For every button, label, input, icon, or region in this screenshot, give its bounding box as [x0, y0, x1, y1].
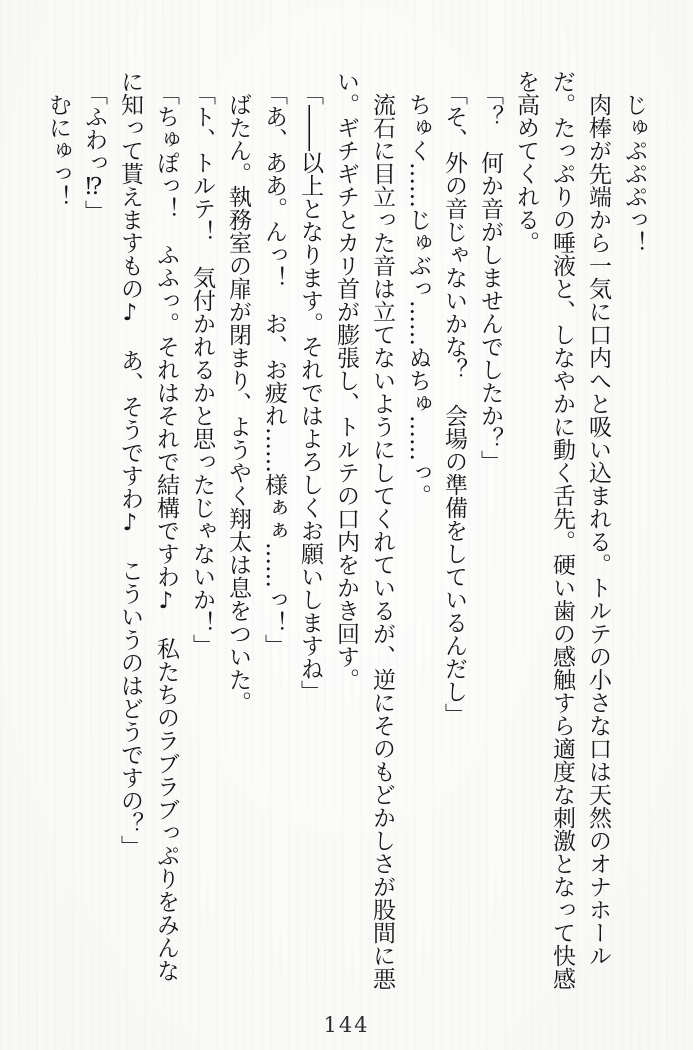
paragraph-narration-3: ばたん。執務室の扉が閉まり、ようやく翔太は息をついた。 — [225, 93, 251, 714]
paragraph-dialogue-7: 「ふわっ⁉」 — [81, 82, 107, 223]
paragraph-narration-1: 肉棒が先端から一気に口内へと吸い込まれる。トルテの小さな口は天然のオナホールだ。たっぷりの唾液と、しなやかに動く舌先。硬い歯の感触すら適度な刺激となって快感を高めてくれる。 — [513, 70, 611, 990]
paragraph-dialogue-5: 「ト、トルテ！ 気付かれるかと思ったじゃないか！」 — [189, 82, 215, 657]
paragraph-sfx-3: むにゅっ！ — [45, 93, 71, 208]
paragraph-sfx-1: じゅぷぷぷっ！ — [621, 93, 647, 254]
paragraph-dialogue-3: 「――以上となります。それではよろしくお願いしますね」 — [297, 82, 323, 703]
paragraph-dialogue-2: 「そ、外の音じゃないかな？ 会場の準備をしているんだし」 — [441, 82, 467, 726]
paragraph-narration-2: 流石に目立った音は立てないようにしてくれているが、逆にそのもどかしさが股間に悪い。ギチギチとカリ首が膨張し、トルテの口内をかき回す。 — [333, 70, 395, 990]
paragraph-dialogue-1: 「？ 何か音がしませんでしたか？」 — [477, 82, 503, 473]
page-number: 144 — [323, 1013, 370, 1037]
vertical-text-block — [40, 70, 652, 990]
paragraph-sfx-2: ちゅく……じゅぶっ……ぬちゅ……っ。 — [405, 93, 431, 507]
paragraph-dialogue-4: 「あ、ああ。んっ！ お、お疲れ……様ぁぁ……っ！」 — [261, 82, 287, 657]
paragraph-dialogue-6: 「ちゅぽっ！ ふふっ。それはそれで結構ですわ♪ 私たちのラブラブっぷりをみんなに知って貰えますもの♪ あ、そうですわ♪ こういうのはどうですの？」 — [117, 70, 179, 982]
